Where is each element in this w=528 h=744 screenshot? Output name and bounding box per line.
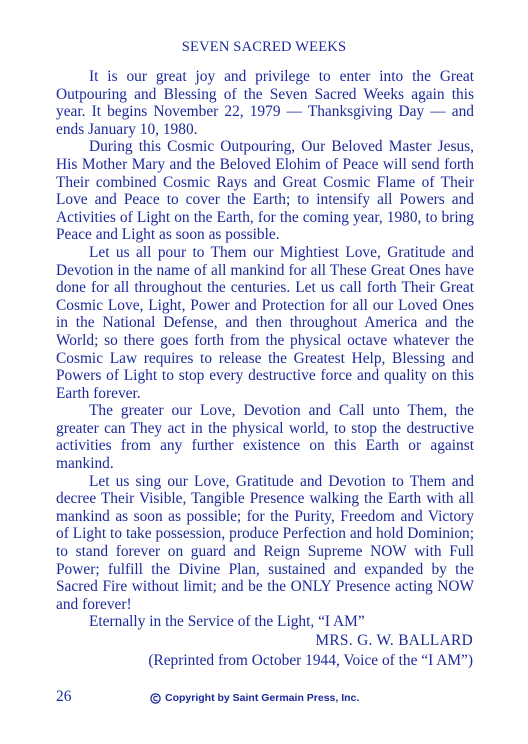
signature: MRS. G. W. BALLARD — [315, 632, 473, 649]
body-text — [56, 68, 474, 631]
paragraph-cosmic-outpouring: During this Cosmic Outpouring, Our Beloved Master Jesus, His Mother Mary and the Beloved Elohim of Peace will send forth Their combined Cosmic Rays and Great Cosmic Flame of Their Love and Peace to cover the Earth; to intensify all Powers and Activities of Light on the Earth, for the coming year, 1980, to bring Peace and Light as soon as possible. — [56, 138, 474, 244]
page-title: SEVEN SACRED WEEKS — [181, 39, 347, 55]
paragraph-greater-love: The greater our Love, Devotion and Call unto Them, the greater can They act in the physical world, to stop the destructive activities from any further existence on this Earth or against mankind. — [56, 402, 474, 473]
paragraph-sing-love: Let us sing our Love, Gratitude and Devotion to Them and decree Their Visible, Tangible Presence walking the Earth with all mankind as soon as possible; for the Purity, Freedom and Victory of Light to take possession, produce Perfection and hold Dominion; to stand forever on guard and Reign Supreme NOW with Full Power; fulfill the Divine Plan, sustained and expanded by the Sacred Fire without limit; and be the ONLY Presence acting NOW and forever! — [56, 472, 474, 613]
copyright-text: Copyright by Saint Germain Press, Inc. — [165, 692, 360, 704]
paragraph-intro: It is our great joy and privilege to enter into the Great Outpouring and Blessing of the Seven Sacred Weeks again this year. It begins November 22, 1979 — Thanksgiving Day — and ends January 10, 1980. — [56, 68, 474, 138]
paragraph-love-gratitude: Let us all pour to Them our Mightiest Love, Gratitude and Devotion in the name of all mankind for all These Great Ones have done for all throughout the centuries. Let us call forth Their Great Cosmic Love, Light, Power and Protection for all our Loved Ones in the National Defense, and then throughout America and the World; so there goes forth from the physical octave whatever the Cosmic Law requires to release the Greatest Help, Blessing and Powers of Light to stop every destructive force and quality on this Earth forever. — [56, 243, 474, 402]
page-number: 26 — [56, 688, 72, 705]
reprint-note: (Reprinted from October 1944, Voice of the “I AM”) — [148, 652, 473, 669]
paragraph-closing: Eternally in the Service of the Light, “I AM” — [89, 613, 365, 631]
copyright-icon — [150, 693, 161, 704]
copyright-line — [150, 692, 359, 704]
